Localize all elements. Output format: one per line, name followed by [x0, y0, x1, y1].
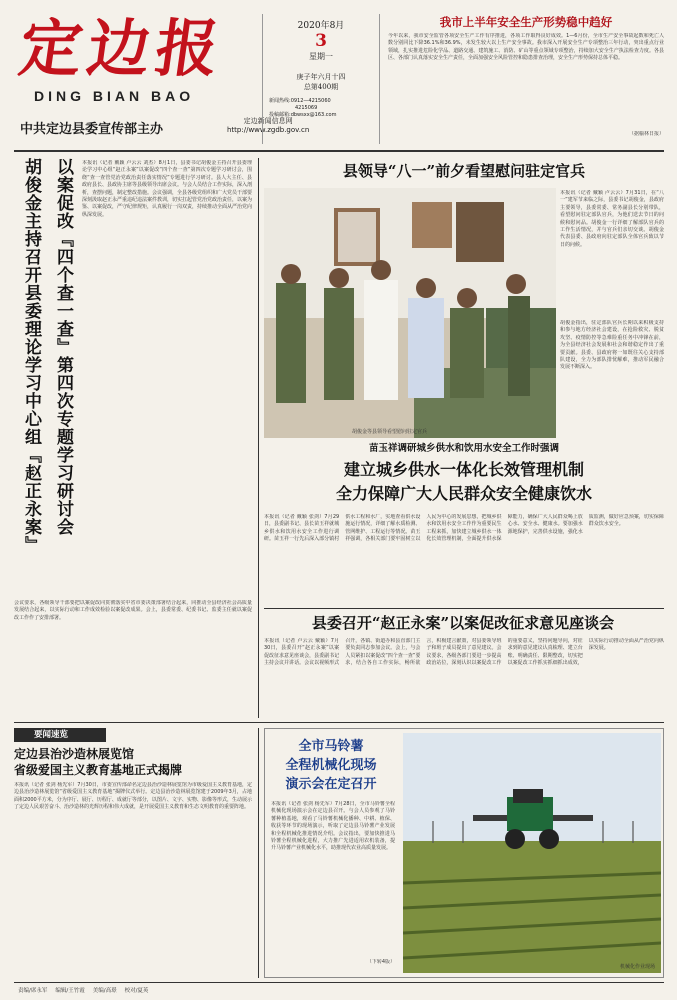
potato-headline-2: 全程机械化现场 [285, 758, 377, 773]
hotline-1: 0912—4215060 [290, 98, 331, 104]
forum-headline: 县委召开“赵正永案”以案促改征求意见座谈会 [311, 614, 615, 632]
issue-total: 总第400期 [303, 83, 339, 91]
top-article-body: 今年以来，我市安全监管各项安全生产工作有序推进，各项工作取得良好成效。1—6月份，全市生产安全事故起数和死亡人数分别同比下降36.1%和36.9%，未发生较大以上生产安全事故。我市深入开展安全生产专项整治三年行动，突出重点行业领域，扎实推进危险化学品、道路交通、建筑施工、消防、矿山等重点领域专项整治，持续加大安全生产执法检查力度。各县区、各部门认真落实安全生产责任，全面加强安全风险管控和隐患排查治理，安全生产形势保持总体平稳。 [388, 33, 664, 62]
date-weekday: 星期一 [309, 52, 333, 61]
date-day: 3 [315, 31, 327, 51]
email-address[interactable]: dbwsxx@163.com [290, 112, 337, 118]
masthead [14, 12, 255, 110]
news-brief-body: 本报讯（记者 张剑 杨先军）7月30日，市委宣传部命名定边县治沙造林展览馆为市级爱国主义教育基地，定边县治沙造林展览馆“省级爱国主义教育基地”揭牌仪式举行。定边县治沙造林展览馆建于2009年3月，占地面积2000平方米，分为序厅、展厅、历程厅、成就厅等部分，以图片、文字、实物、影像等形式，生动展示了定边人民艰苦奋斗、治沙造林的光辉历程和伟大成就，是开展爱国主义教育和生态文明教育的重要阵地。 [14, 782, 252, 811]
top-article-signature: （据榆林日报） [628, 131, 664, 137]
column-divider-lower [258, 728, 259, 978]
lower-divider [14, 722, 664, 723]
email-label: 投稿邮箱: [269, 112, 291, 118]
officers-headline: 县领导“八一”前夕看望慰问驻定官兵 [342, 162, 586, 180]
officers-photo-illustration [264, 188, 556, 438]
vertical-headline [14, 158, 78, 598]
date-year-month: 2020年8月 [297, 21, 345, 31]
water-divider [264, 608, 664, 609]
officers-photo [264, 188, 556, 438]
hotline-2: 4215069 [295, 105, 318, 111]
footer-proof: 校对/夏英 [124, 988, 149, 994]
vertical-article-body-cont: 会议要求，各级领导干部要把以案促改同贯彻落实中省市委决策部署结合起来，同推动全县经济社会高质量发展结合起来，以实际行动和工作成效检验以案促改成果。会上，县委常委、纪委书记、监委主任就以案促改工作作了安排部署。 [14, 600, 252, 621]
potato-headline-1: 全市马铃薯 [298, 739, 364, 754]
footer-editor: 责编/席永军 [18, 988, 48, 994]
potato-headline-3: 演示会在定召开 [285, 777, 377, 792]
newspaper-logo: 定边报 [14, 12, 230, 85]
news-brief-label: 要闻速览 [14, 728, 106, 742]
water-kicker: 苗玉祥调研城乡供水和饮用水安全工作时强调 [368, 443, 559, 454]
top-article [388, 14, 664, 146]
newspaper-pinyin: DING BIAN BAO [34, 88, 195, 104]
potato-article [264, 728, 664, 978]
water-article-body: 本报讯（记者 戴颖 张剑）7月29日，县委副书记、县长苗玉祥就城乡供水和饮用水安全工作进行调研。苗玉祥一行先后深入部分镇村供水工程和水厂，实地查看供水设施运行情况，详细了解水质检测、管网维护、工程运行等情况。苗玉祥强调，各相关部门要牢固树立以人民为中心的发展思想，把城乡供水和饮用水安全工作作为重要民生工程来抓，加快建立城乡供水一体化长效管理机制，全面提升供水保障能力，确保广大人民群众喝上放心水、安全水、健康水。要加强水源地保护，完善供水设施，强化水质监测，做好应急预案，切实保障群众饮水安全。 [264, 514, 664, 543]
date-lunar: 庚子年六月十四 [296, 73, 346, 81]
officers-article-body-cont: 胡俊金指出，驻定部队官兵长期以来积极支持和参与地方经济社会建设，在抢险救灾、脱贫攻坚、疫情防控等急难险重任务中冲锋在前，为全县经济社会发展和社会和谐稳定作出了重要贡献。县委、县政府将一如既往关心支持部队建设，全力为部队排忧解难，推动军民融合发展不断深入。 [560, 320, 664, 371]
contact-block [263, 98, 379, 119]
dateline [262, 14, 380, 144]
potato-photo [403, 733, 661, 973]
sponsor-line: 中共定边县委宣传部主办 [20, 122, 164, 137]
footer-designer: 编辑/王竹霞 [55, 988, 85, 994]
water-headline-1: 建立城乡供水一体化长效管理机制 [343, 460, 584, 479]
footer-layout: 美编/高璟 [92, 988, 117, 994]
hotline-label: 新闻热线: [269, 98, 291, 104]
vertical-headline-col2: 胡俊金主持召开县委理论学习中心组『赵正永案』 [21, 158, 41, 554]
officers-photo-caption: 胡俊金等县领导看望慰问驻定官兵 [352, 429, 428, 435]
potato-photo-caption: 机械化作业现场 [619, 964, 655, 970]
news-brief-headline-1: 定边县治沙造林展览馆 [14, 747, 135, 761]
water-headline-2: 全力保障广大人民群众安全健康饮水 [335, 484, 592, 503]
news-brief-headline-2: 省级爱国主义教育基地正式揭牌 [14, 763, 183, 777]
footer-credits [18, 986, 148, 994]
top-article-headline: 我市上半年安全生产形势稳中趋好 [439, 15, 613, 29]
potato-continued: （下转4版） [366, 959, 395, 965]
officers-article-body: 本报讯（记者 戴颖 卢云云）7月31日，在“八一”建军节来临之际，县委书记胡俊金，县政府主要领导，县委常委、常务副县长分别带队，看望慰问驻定部队官兵，为他们送去节日的问候和慰问品。胡俊金一行详细了解部队官兵的工作生活情况，并与官兵们亲切交谈。胡俊金代表县委、县政府向驻定部队全体官兵致以节日的问候。 [560, 190, 664, 248]
vertical-article-body: 本报讯（记者 戴颖 卢云云 刘杰）8月1日，县委书记胡俊金主持召开县委理论学习中心组“赵正永案”以案促改“四个查一查”第四次专题学习研讨会，围绕“查一查管党治党政治责任落实情况”专题进行学习研讨。县人大主任、县政府县长、县政协主席等县级领导出席会议。与会人员结合工作实际，深入剖析，查摆问题，制定整改措施。会议强调，全县各级党组织和广大党员干部要深刻汲取赵正永严重违纪违法案件教训，切实扛起管党治党政治责任，以案为鉴、以案促改，严守纪律规矩，认真履行一岗双责，持续推动全面从严治党向纵深发展。 [82, 160, 252, 218]
potato-photo-illustration [403, 733, 661, 973]
column-divider-left [258, 158, 259, 718]
footer-rule [14, 982, 664, 983]
potato-article-body: 本报讯（记者 张剑 杨先军）7月28日，全市马铃薯全程机械化现场演示会在定边县召开。与会人员参观了马铃薯种植基地，观看了马铃薯机械化播种、中耕、植保、收获等环节的现场演示，听取了定边县马铃薯产业发展和全程机械化推进情况介绍。会议指出，要加快推进马铃薯全程机械化进程，大力推广先进适用农机装备，提升马铃薯产业机械化水平，助推现代农业高质量发展。 [271, 801, 395, 852]
site-name: 定边新闻信息网 [243, 117, 293, 125]
site-url[interactable]: http://www.zgdb.gov.cn [227, 126, 310, 134]
forum-article-body: 本报讯（记者 卢云云 戴颖）7月30日，县委召开“赵正永案”以案促改征求意见座谈会，县委副书记主持会议并讲话。会议以视频形式召开，各镇、街道办和县直部门主要负责同志参加会议。会上，与会人员紧扣以案促改“四个查一查”要求，结合各自工作实际，畅所欲言，积极建言献策，对县委领导班子和班子成员提出了意见建议。会议要求，各级各部门要进一步提高政治站位，深刻认识以案促改工作的重要意义，坚持问题导向，对征求到的意见建议认真梳理、建立台账、明确责任、限期整改，切实把以案促改工作抓实抓细抓出成效，以实际行动推动全面从严治党向纵深发展。 [264, 638, 664, 667]
masthead-rule [14, 150, 664, 152]
vertical-headline-col1: 以案促改『四个查一查』第四次专题学习研讨会 [53, 158, 73, 536]
